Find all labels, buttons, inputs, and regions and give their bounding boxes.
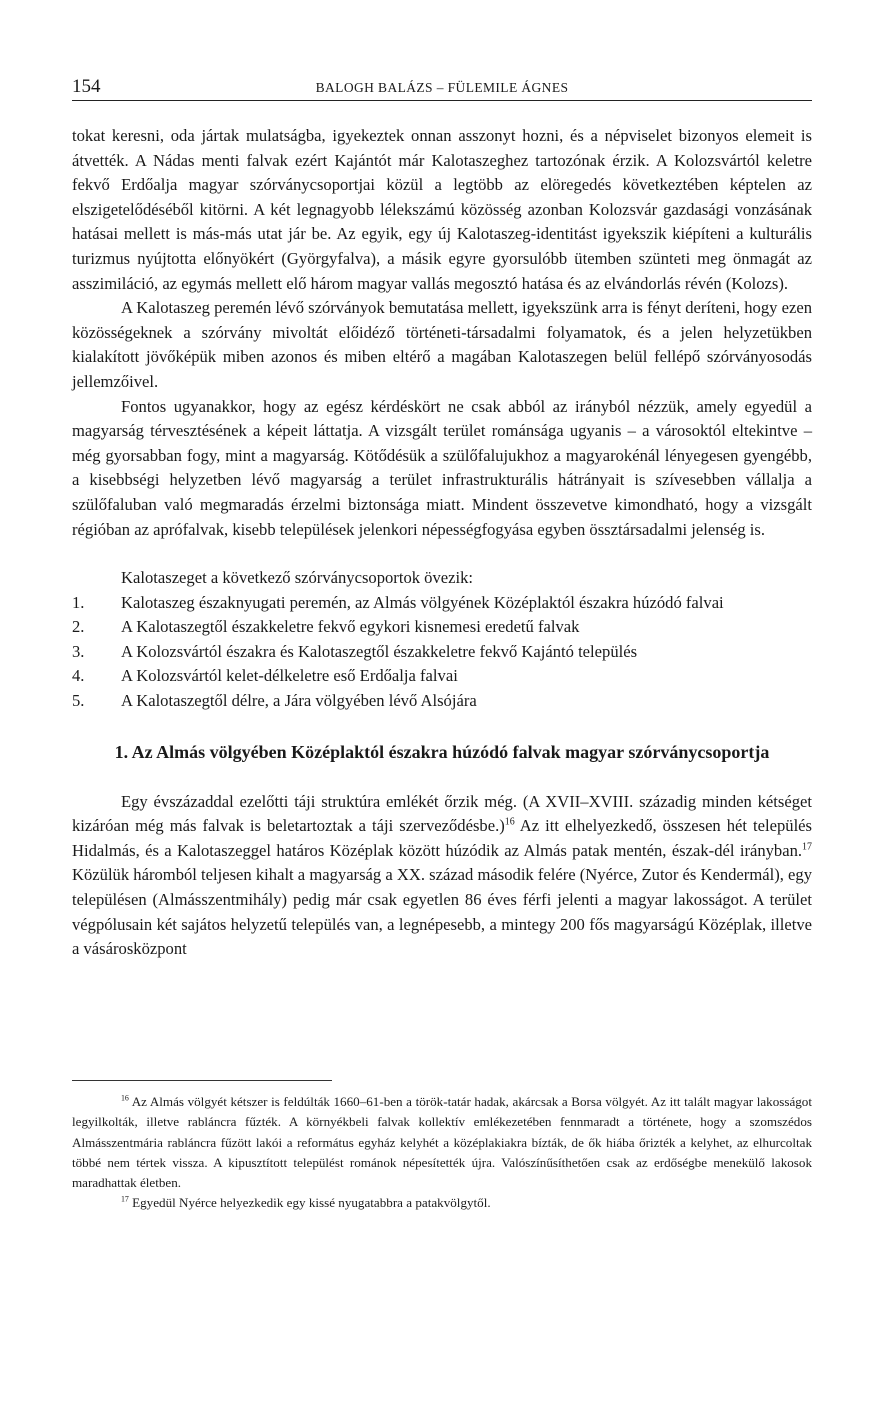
list-item [72,615,812,640]
footnote-text: Egyedül Nyérce helyezkedik egy kissé nyugatabbra a patakvölgytől. [128,1195,491,1211]
footnotes [72,1092,812,1214]
scattered-groups-list [72,591,812,714]
page-number: 154 [72,76,101,97]
list-item [72,689,812,714]
list-item-text: A Kalotaszegtől északkeletre fekvő egykori kisnemesi eredetű falvak [121,617,580,637]
list-item-text: A Kalotaszegtől délre, a Jára völgyében lévő Alsójára [121,691,477,711]
list-item-text: Kalotaszeg északnyugati peremén, az Almás völgyének Középlaktól északra húzódó falvai [121,592,724,612]
section-paragraph-part: Közülük háromból teljesen kihalt a magyarság a XX. század második felére (Nyérce, Zutor és Kendermál), egy településen (Almásszentmihály) pedig már csak egyetlen 86 éves férfi jelenti a magyar lakosságot. A terület végpólusain két sajátos helyzetű település van, a legnépesebb, a mintegy 200 fős magyarságú Középlak, illetve a vásárosközpont [72,865,812,959]
running-head: BALOGH BALÁZS – FÜLEMILE ÁGNES [315,80,569,95]
page-header [72,66,812,101]
list-item-number: 3. [72,641,85,661]
footnote-ref-17[interactable]: 17 [802,841,812,853]
list-intro: Kalotaszeget a következő szórványcsoportok övezik: [121,568,474,588]
list-item-number: 4. [72,666,85,686]
list-item-text: A Kolozsvártól kelet-délkeletre eső Erdőalja falvai [121,666,458,686]
list-item-number: 2. [72,617,85,637]
list-item-number: 1. [72,592,85,612]
footnote-16 [72,1092,812,1193]
section-paragraph-part: Az itt elhelyezkedő, összesen hét település Hidalmás, és a Kalotaszeggel határos Középlak között húzódik az Almás patak mentén, észak-dél irányban. [72,816,812,860]
list-item [72,664,812,689]
paragraph-continuation: tokat keresni, oda jártak mulatságba, igyekeztek onnan asszonyt hozni, és a népviselet bizonyos elemeit is átvették. A Nádas menti falvak ezért Kajántót már Kalotaszeghez tartozónak érzik. A Kolozsvártól keletre fekvő Erdőalja magyar szórványcsoportjai közül a legtöbb az elöregedés következtében képtelen az elszigetelődéséből kitörni. A két legnagyobb lélekszámú közösség azonban Kolozsvár gazdasági vonzásának hatásai mellett is más-más utat jár be. Az egyik, egy új Kalotaszeg-identitást igyekszik kiépíteni a kulturális turizmus nyújtotta előnyökért (Györgyfalva), a másik egyre gyorsulóbb ütemben szünteti meg önmagát az asszimiláció, az egymás mellett elő három magyar vallás megosztó hatása és az elvándorlás révén (Kolozs). [72,126,812,293]
footnote-divider [72,1080,332,1081]
section-heading: 1. Az Almás völgyében Középlaktól északra húzódó falvak magyar szórványcsoportja [114,741,770,762]
list-item [72,640,812,665]
section-paragraph [72,790,812,962]
footnote-number: 17 [121,1195,129,1205]
paragraph: Fontos ugyanakkor, hogy az egész kérdéskört ne csak abból az irányból nézzük, amely egyedül a magyarság térvesztésének a képeit láttatja. A vizsgált terület románsága ugyanis – a városoktól eltekintve – még gyorsabban fogy, mint a magyarság. Kötődésük a szülőfalujukhoz a magyarokénál lényegesen gyengébb, a kisebbségi helyzetben lévő magyarság a terület infrastrukturális hátrányait is szívesebben vállalja a szülőfaluban való megmaradás érzelmi biztonsága miatt. Mindent összevetve kimondható, hogy a vizsgált régióban az aprófalvak, kisebb települések jelenkori népességfogyása egyben össztársadalmi jelenség is. [72,396,812,539]
list-item [72,591,812,616]
list-item-number: 5. [72,691,85,711]
main-text [72,124,812,962]
footnote-ref-16[interactable]: 16 [504,816,515,828]
footnote-text: Az Almás völgyét kétszer is feldúlták 1660–61-ben a török-tatár hadak, akárcsak a Borsa völgyét. Az itt talált magyar lakosságot legyilkolták, illetve rabláncra fűzték. A környékbeli falvak kollektív emlékezetében fennmaradt a története, hogy a szomszédos Almásszentmária rabláncra fűzött lakói a református egyház kelyhét a középlakiakra bízták, de ők hiába őrizték a kelyhet, az elhurcoltak többé nem tértek vissza. A kipusztított települést románok népesítették újra. Valószínűsíthetően csak az erdőségbe menekülő lakosok maradhattak életben. [72,1094,812,1191]
paragraph: A Kalotaszeg peremén lévő szórványok bemutatása mellett, igyekszünk arra is fényt deríteni, hogy ezen közösségeknek a szórvány mivoltát előidéző történeti-társadalmi folyamatok, és a jelen helyzetükben kialakított jövőképük miben azonos és miben eltérő a magában Kalotaszegen belül fellépő szórványosodás jellemzőivel. [72,298,812,391]
footnote-17 [72,1193,812,1213]
section-paragraph-part: Egy évszázaddal ezelőtti táji struktúra emlékét őrzik még. (A XVII–XVIII. századig minden kétséget kizáróan még más falvak is beletartoztak a táji szerveződésbe.) [72,791,812,836]
footnote-number: 16 [121,1093,129,1103]
list-item-text: A Kolozsvártól északra és Kalotaszegtől északkeletre fekvő Kajántó település [121,641,638,661]
